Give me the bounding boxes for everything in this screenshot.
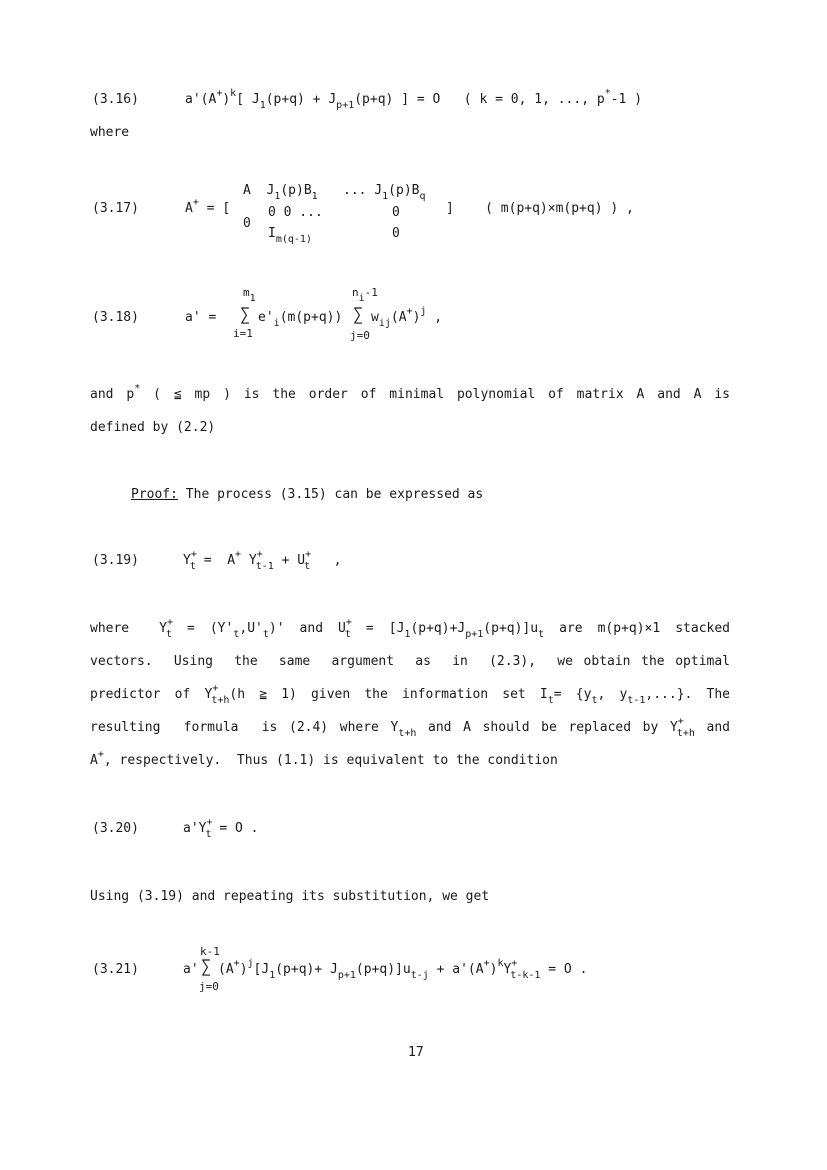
para2-line2: vectors. Using the same argument as in (2.3), we obtain the optimal bbox=[90, 654, 730, 669]
eq-3-19-body: $Y^+_t = A^+$ $Y^+_{t-1} + U^+_t$ , bbox=[183, 549, 342, 572]
eq-3-17-label: (3.17) bbox=[92, 201, 139, 216]
page-number: 17 bbox=[408, 1045, 424, 1060]
para-minimal-polynomial: and p* ( ≦ mp ) is the order of minimal polynomial of matrix A and A is bbox=[90, 383, 730, 402]
para2-line3: predictor of $Y^+_{t+h}(h$ ≧ 1) given the information set $I_t= \{y_t$, $y_{t-1}$,...}. The bbox=[90, 683, 731, 706]
eq-3-20-body: $a'Y^+_t = O$ . bbox=[183, 817, 259, 840]
page: (3.16) $a'(A^+)^k$[ $J_1(p+q) + J_{p+1}(p+q)$ ] = O ( k = 0, 1, ..., p*-1 ) where (3.17) A+ = [ A $J_1(p)B_1$ ... $J_1(p)B_q$ 0 0 ... 0 0 $I_{m(q-1)}$ 0 ] ( m(p+q)×m(p+q) ) , (3.18) a' = m1 ∑ $e'_i(m(p+q))$ i=1 ni-1 ∑ $w_{ij}(A^+)^j$ , j=0 and p* ( ≦ mp ) is the order of minimal polynomial of matrix A and A is defined by (2.2) Proof: The process (3.15) can be expressed as (3.19) $Y^+_t = A^+$ $Y^+_{t-1} + U^+_t$ , where $Y^+_t = (Y'_t,U'_t)'$ and $U^+_t = [J_1(p+q)+J_{p+1}(p+q)]u_t$ are m(p+q)×1 stacked vectors. Using the same argument as in (2.3), we obtain the optimal predictor of $Y^+_{t+h}(h$ ≧ 1) given the information set $I_t= \{y_t$, $y_{t-1}$,...}. The resulting formula is (2.4) where $Y_{t+h}$ and A should be replaced by $Y^+_{t+h}$ and A+, respectively. Thus (1.1) is equivalent to the condition (3.20) $a'Y^+_t = O$ . Using (3.19) and repeating its substitution, we get (3.21) k-1 a' ∑ $(A^+)^j[J_1(p+q)+ J_{p+1}(p+q)]u_{t-j} + a'(A^+)^kY^+_{t-k-1} = O$ . j=0 17 bbox=[90, 88, 731, 1060]
para2-line1: where $Y^+_t = (Y'_t,U'_t)'$ and $U^+_t = [J_1(p+q)+J_{p+1}(p+q)]u_t$ are m(p+q)×1 stacked bbox=[90, 617, 730, 640]
eq-3-18-label: (3.18) bbox=[92, 310, 139, 325]
para-defined-by: defined by (2.2) bbox=[90, 420, 216, 435]
where-1: where bbox=[90, 125, 130, 140]
proof-text: The process (3.15) can be expressed as bbox=[185, 487, 484, 502]
eq-3-19-label: (3.19) bbox=[92, 553, 139, 568]
para2-line4: resulting formula is (2.4) where $Y_{t+h}$ and A should be replaced by $Y^+_{t+h}$ and bbox=[90, 716, 730, 739]
eq-3-16-body: $a'(A^+)^k$[ $J_1(p+q) + J_{p+1}(p+q)$ ] = O ( k = 0, 1, ..., p*-1 ) bbox=[185, 88, 643, 111]
eq-3-21-label: (3.21) bbox=[92, 962, 139, 977]
eq-3-16-label: (3.16) bbox=[92, 92, 139, 107]
proof-label: Proof: bbox=[131, 487, 178, 502]
proof-line bbox=[131, 488, 483, 501]
eq-3-20-label: (3.20) bbox=[92, 821, 139, 836]
para2-line5: A+, respectively. Thus (1.1) is equivalent to the condition bbox=[90, 749, 558, 768]
para-substitution: Using (3.19) and repeating its substitution, we get bbox=[90, 889, 490, 904]
